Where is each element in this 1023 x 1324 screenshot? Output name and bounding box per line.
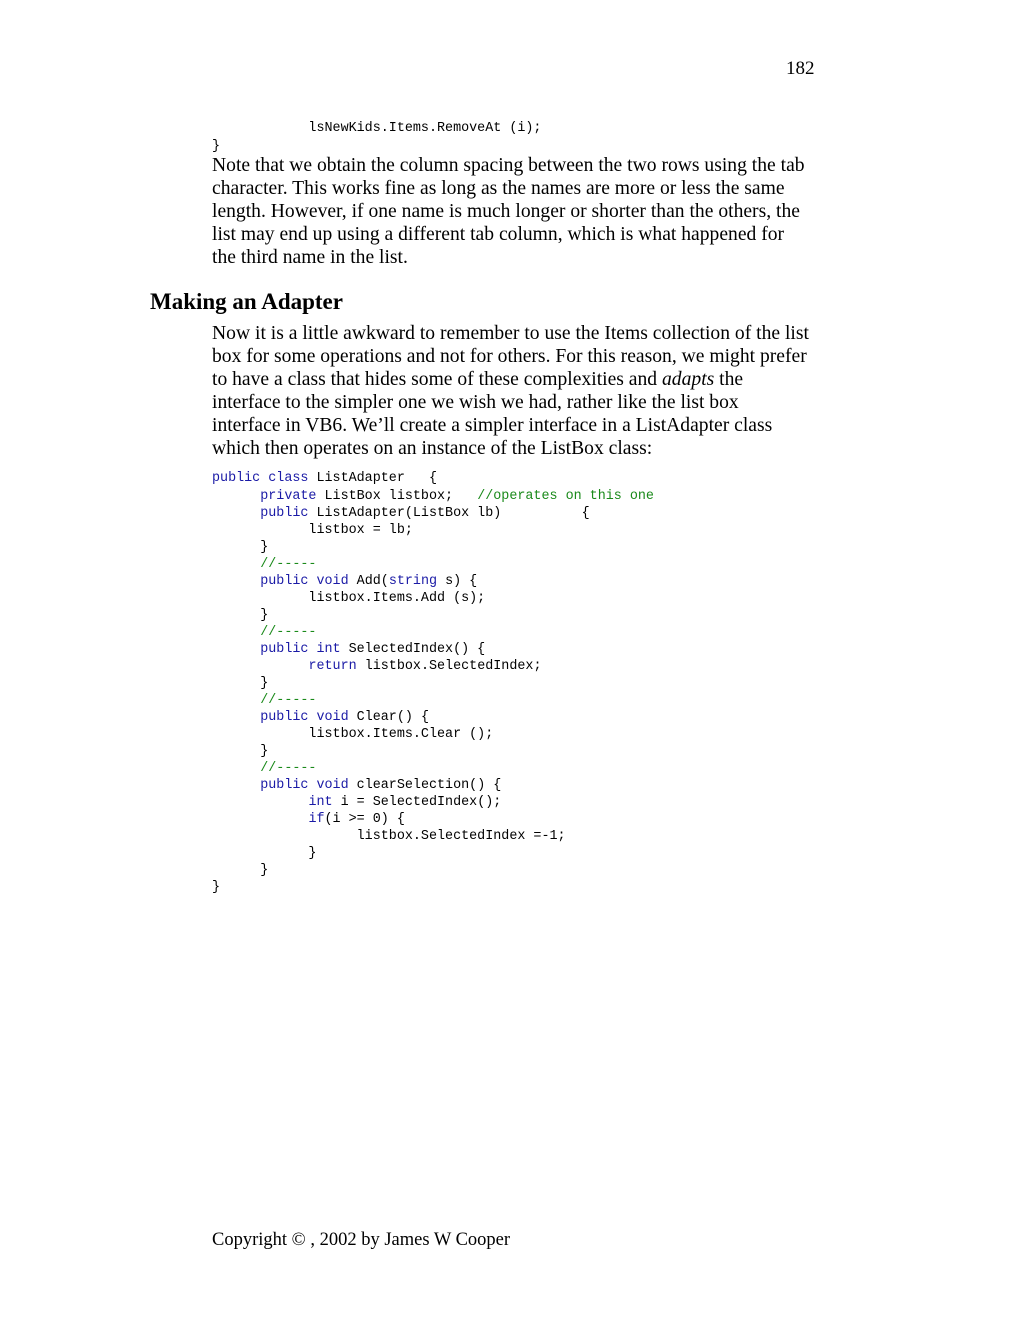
code-keyword: private <box>260 488 317 504</box>
code-text: } <box>212 675 269 691</box>
code-text <box>212 761 260 776</box>
paragraph-tab-spacing: Note that we obtain the column spacing between the two rows using the tab character. This works fine as long as the names are more or less the same length. However, if one name is much longer or shorter than the others, the list may end up using a different tab column, which is what happened for the third name in the list. <box>212 155 805 268</box>
code-keyword: string <box>388 573 438 589</box>
code-text <box>212 795 308 810</box>
code-line <box>212 777 654 794</box>
code-line <box>212 607 654 624</box>
code-text <box>212 574 260 589</box>
code-line <box>212 743 654 760</box>
code-keyword: return <box>308 658 357 674</box>
code-line <box>212 811 654 828</box>
code-text: s) { <box>437 573 478 589</box>
code-line <box>212 879 654 896</box>
code-line <box>212 641 654 658</box>
code-comment: //----- <box>260 556 317 572</box>
paragraph-adapter-intro-after: the interface to the simpler one we wish we had, rather like the list box interface in VB6. We’ll create a simpler interface in a ListAdapter class which then operates on an instance of the ListBox class: <box>212 369 773 459</box>
code-text: listbox.Items.Clear (); <box>212 726 494 742</box>
code-text <box>212 625 260 640</box>
code-text: } <box>212 607 269 623</box>
paragraph-adapter-emphasis: adapts <box>662 369 715 390</box>
code-line <box>212 138 541 155</box>
code-line <box>212 692 654 709</box>
code-text: ListBox listbox; <box>316 488 478 504</box>
code-text: SelectedIndex() { <box>340 641 486 657</box>
code-line <box>212 709 654 726</box>
code-comment: //----- <box>260 624 317 640</box>
code-text <box>212 659 308 674</box>
code-text: } <box>212 539 269 555</box>
code-text <box>212 642 260 657</box>
code-text <box>212 693 260 708</box>
code-text: (i >= 0) { <box>324 811 405 827</box>
code-text: listbox.SelectedIndex; <box>356 658 542 674</box>
code-text: lsNewKids.Items.RemoveAt (i); <box>212 121 542 136</box>
code-text: Add( <box>348 573 389 589</box>
code-text: clearSelection() { <box>348 777 502 793</box>
code-text: } <box>212 845 317 861</box>
code-block-list-adapter <box>212 470 654 896</box>
paragraph-adapter-intro-before: Now it is a little awkward to remember to use the Items collection of the list box for some operations and not for others. For this reason, we might prefer to have a class that hides some of these complexities and <box>212 323 809 390</box>
code-text: ListAdapter(ListBox lb) { <box>308 505 590 521</box>
code-line <box>212 658 654 675</box>
section-heading: Making an Adapter <box>150 289 343 314</box>
code-keyword: public int <box>260 641 341 657</box>
code-text: } <box>212 879 221 895</box>
code-line <box>212 505 654 522</box>
code-keyword: public void <box>260 709 349 725</box>
code-text <box>212 710 260 725</box>
code-line <box>212 760 654 777</box>
code-line <box>212 675 654 692</box>
code-keyword: public void <box>260 573 349 589</box>
code-line <box>212 828 654 845</box>
code-text <box>212 812 308 827</box>
code-text: } <box>212 743 269 759</box>
code-keyword: public class <box>212 471 309 486</box>
copyright-footer: Copyright © , 2002 by James W Cooper <box>212 1230 511 1250</box>
code-line <box>212 590 654 607</box>
code-comment: //----- <box>260 692 317 708</box>
code-line <box>212 556 654 573</box>
code-text: } <box>212 862 269 878</box>
code-text: } <box>212 138 221 154</box>
code-line <box>212 539 654 556</box>
code-text: Clear() { <box>348 709 429 725</box>
code-keyword: if <box>308 811 325 827</box>
code-comment: //operates on this one <box>477 488 654 504</box>
code-line <box>212 794 654 811</box>
code-text: i = SelectedIndex(); <box>332 794 502 810</box>
code-block-top <box>212 120 541 155</box>
code-comment: //----- <box>260 760 317 776</box>
code-keyword: int <box>308 794 333 810</box>
page-number: 182 <box>786 58 815 79</box>
code-text <box>212 778 260 793</box>
code-text: listbox = lb; <box>212 522 413 538</box>
code-text: ListAdapter { <box>308 471 438 486</box>
code-text <box>212 557 260 572</box>
code-text <box>212 506 260 521</box>
code-line <box>212 488 654 505</box>
code-line <box>212 845 654 862</box>
code-keyword: public <box>260 505 309 521</box>
code-text: listbox.SelectedIndex =-1; <box>212 828 566 844</box>
code-line <box>212 120 541 138</box>
code-line <box>212 573 654 590</box>
code-keyword: public void <box>260 777 349 793</box>
code-text <box>212 489 260 504</box>
code-line <box>212 522 654 539</box>
code-line <box>212 470 654 488</box>
paragraph-adapter-intro <box>212 322 812 460</box>
code-text: listbox.Items.Add (s); <box>212 590 486 606</box>
code-line <box>212 726 654 743</box>
code-line <box>212 624 654 641</box>
code-line <box>212 862 654 879</box>
